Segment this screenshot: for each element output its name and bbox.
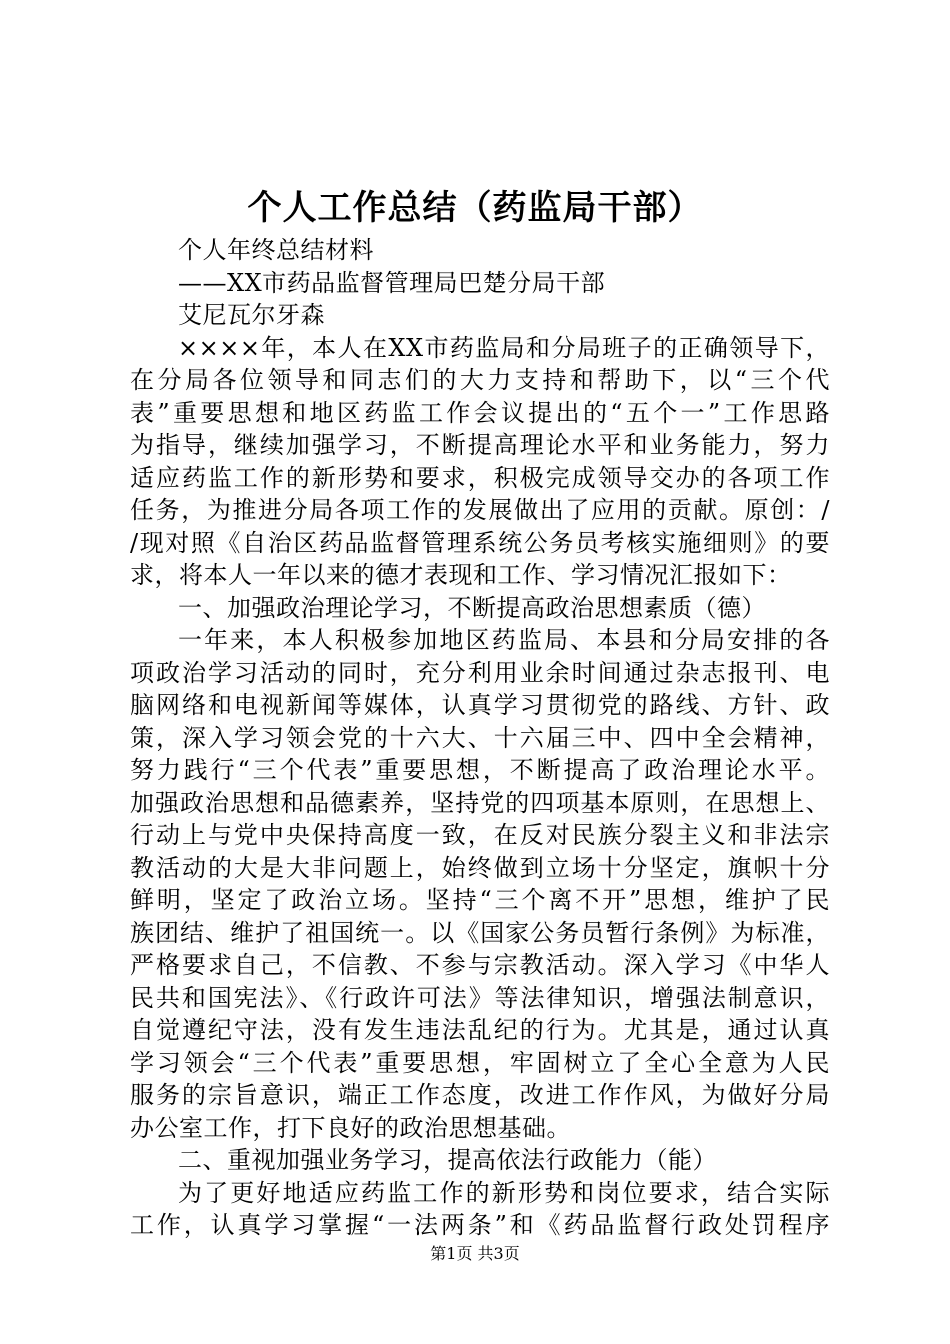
text-line: ××××年，本人在XX市药监局和分局班子的正确领导下， bbox=[178, 333, 830, 362]
text-line: 加强政治思想和品德素养，坚持党的四项基本原则，在思想上、 bbox=[130, 788, 830, 817]
text-line: 鲜明，坚定了政治立场。坚持“三个离不开”思想，维护了民 bbox=[130, 886, 830, 914]
text-line: 努力践行“三个代表”重要思想，不断提高了政治理论水平。 bbox=[130, 756, 830, 784]
page-footer: 第1页 共3页 bbox=[430, 1244, 520, 1263]
document-body bbox=[130, 234, 830, 1242]
text-line: 求，将本人一年以来的德才表现和工作、学习情况汇报如下： bbox=[130, 561, 792, 589]
text-line: 一、加强政治理论学习，不断提高政治思想素质（德） bbox=[178, 593, 766, 622]
text-line: 适应药监工作的新形势和要求，积极完成领导交办的各项工作 bbox=[130, 463, 830, 492]
text-line: 在分局各位领导和同志们的大力支持和帮助下，以“三个代 bbox=[130, 366, 830, 394]
text-line: 办公室工作，打下良好的政治思想基础。 bbox=[130, 1113, 571, 1142]
text-line: 策，深入学习领会党的十六大、十六届三中、四中全会精神， bbox=[130, 723, 830, 752]
text-line: 个人年终总结材料 bbox=[178, 236, 374, 264]
text-line: 任务，为推进分局各项工作的发展做出了应用的贡献。原创：/ bbox=[130, 496, 830, 524]
text-line: 为指导，继续加强学习，不断提高理论水平和业务能力，努力 bbox=[130, 431, 830, 459]
text-line: 脑网络和电视新闻等媒体，认真学习贯彻党的路线、方针、政 bbox=[130, 691, 830, 719]
text-line: 教活动的大是大非问题上，始终做到立场十分坚定，旗帜十分 bbox=[130, 853, 830, 882]
text-line: 服务的宗旨意识，端正工作态度，改进工作作风，为做好分局 bbox=[130, 1081, 830, 1109]
text-line: 工作，认真学习掌握“一法两条”和《药品监督行政处罚程序 bbox=[130, 1211, 830, 1239]
text-line: 学习领会“三个代表”重要思想，牢固树立了全心全意为人民 bbox=[130, 1048, 830, 1077]
text-line: 民共和国宪法》、《行政许可法》等法律知识，增强法制意识， bbox=[130, 983, 830, 1012]
text-line: 为了更好地适应药监工作的新形势和岗位要求，结合实际 bbox=[178, 1178, 830, 1207]
text-line: 项政治学习活动的同时，充分利用业余时间通过杂志报刊、电 bbox=[130, 658, 830, 687]
text-line: 族团结、维护了祖国统一。以《国家公务员暂行条例》为标准， bbox=[130, 918, 830, 947]
text-line: 表”重要思想和地区药监工作会议提出的“五个一”工作思路 bbox=[130, 398, 830, 427]
text-line: ——XX市药品监督管理局巴楚分局干部 bbox=[178, 268, 606, 297]
document-title: 个人工作总结（药监局干部） bbox=[247, 188, 703, 228]
text-line: 艾尼瓦尔牙森 bbox=[178, 301, 325, 329]
text-line: 行动上与党中央保持高度一致，在反对民族分裂主义和非法宗 bbox=[130, 821, 830, 849]
text-line: 自觉遵纪守法，没有发生违法乱纪的行为。尤其是，通过认真 bbox=[130, 1016, 830, 1044]
text-line: 一年来，本人积极参加地区药监局、本县和分局安排的各 bbox=[178, 626, 830, 654]
text-line: 二、重视加强业务学习，提高依法行政能力（能） bbox=[178, 1146, 717, 1174]
text-line: 严格要求自己，不信教、不参与宗教活动。深入学习《中华人 bbox=[130, 951, 830, 979]
text-line: /现对照《自治区药品监督管理系统公务员考核实施细则》的要 bbox=[130, 528, 830, 557]
